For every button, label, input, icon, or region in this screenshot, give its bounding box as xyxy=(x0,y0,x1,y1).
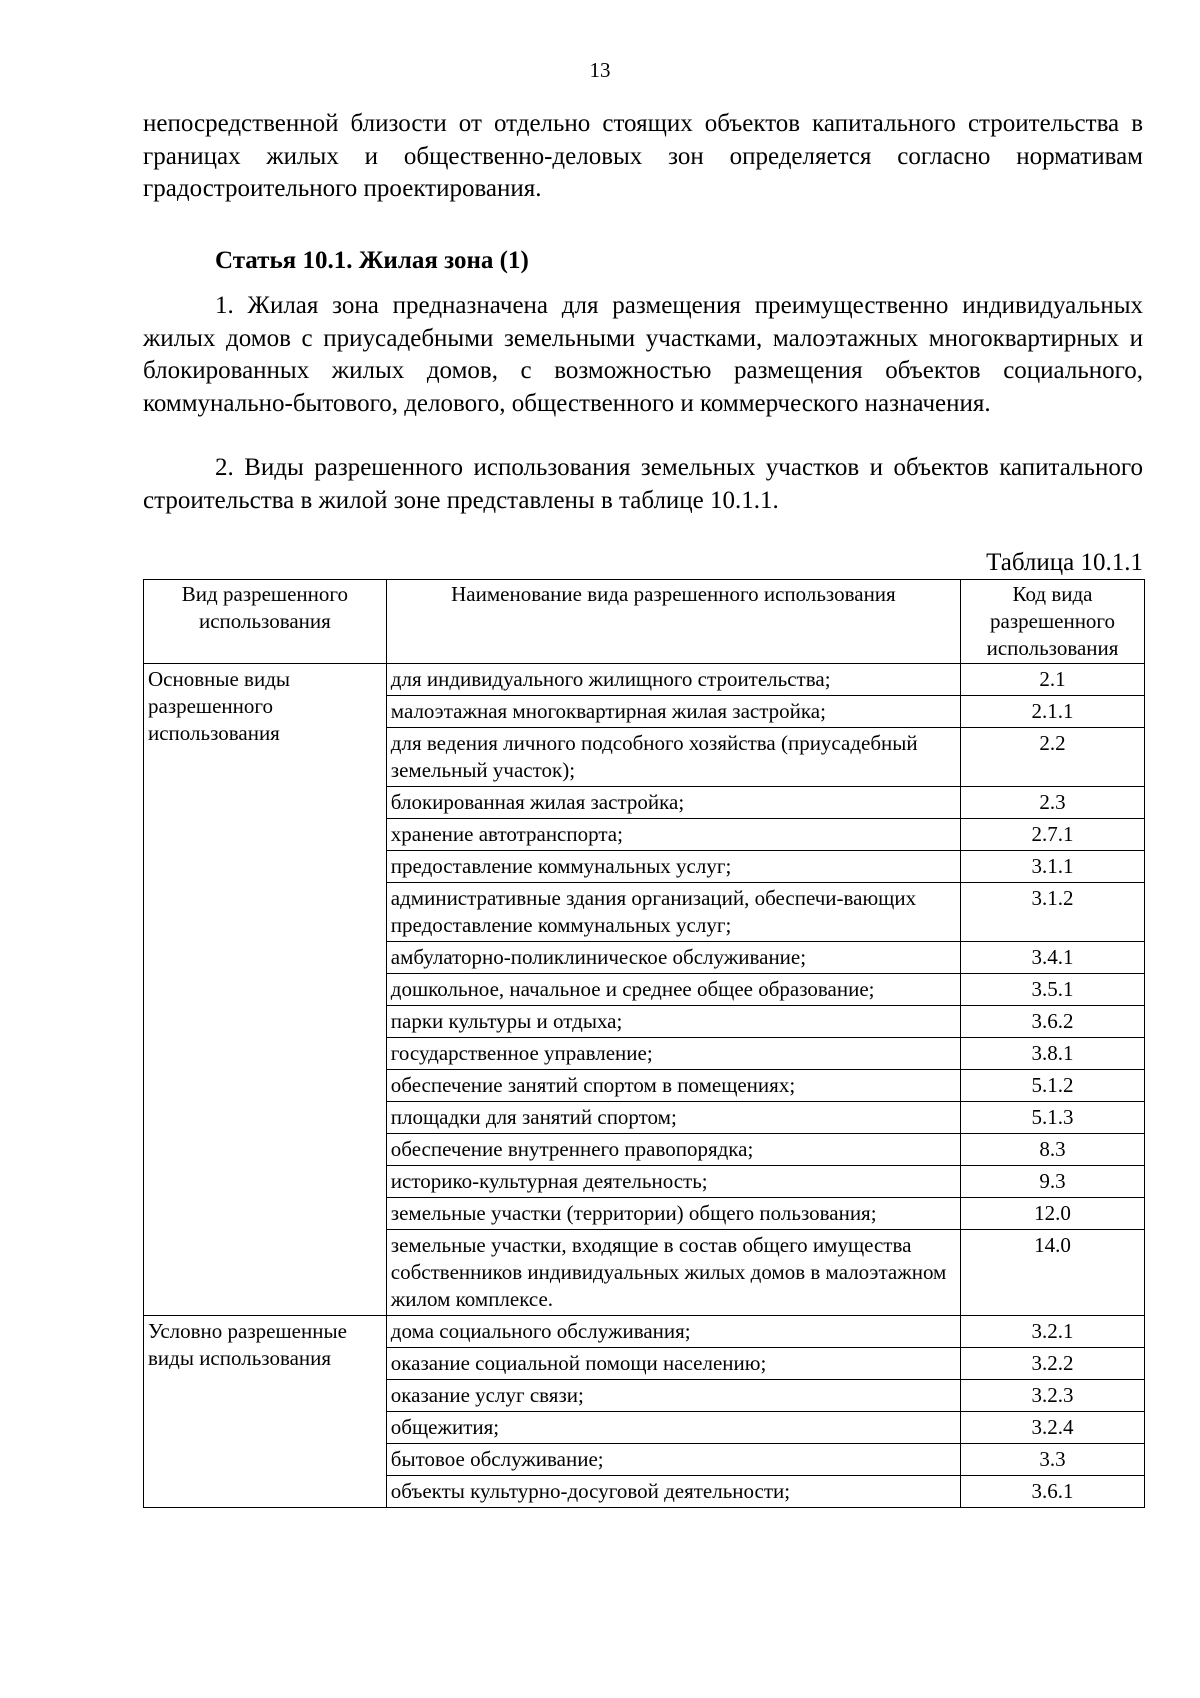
header-code: Код вида разрешенного использования xyxy=(961,580,1145,664)
use-code-cell: 2.3 xyxy=(961,787,1145,819)
table-row xyxy=(144,664,1145,696)
use-name-cell: оказание услуг связи; xyxy=(386,1380,960,1412)
use-name-cell: обеспечение внутреннего правопорядка; xyxy=(386,1134,960,1166)
use-code-cell: 3.1.1 xyxy=(961,851,1145,883)
table-header-row xyxy=(144,580,1145,664)
use-name-cell: для ведения личного подсобного хозяйства (приусадебный земельный участок); xyxy=(386,728,960,787)
use-name-cell: земельные участки (территории) общего пользования; xyxy=(386,1198,960,1230)
group-label: Основные виды разрешенного использования xyxy=(144,664,387,1316)
use-name-cell: дома социального обслуживания; xyxy=(386,1316,960,1348)
use-code-cell: 3.1.2 xyxy=(961,883,1145,942)
use-name-cell: малоэтажная многоквартирная жилая застройка; xyxy=(386,696,960,728)
zones-table xyxy=(143,579,1145,1508)
use-name-cell: историко-культурная деятельность; xyxy=(386,1166,960,1198)
use-name-cell: хранение автотранспорта; xyxy=(386,819,960,851)
header-name: Наименование вида разрешенного использования xyxy=(386,580,960,664)
paragraph-1: 1. Жилая зона предназначена для размещения преимущественно индивидуальных жилых домов с приусадебными земельными участками, малоэтажных многоквартирных и блокированных жилых домов, с возможностью размещения объектов социального, коммунально-бытового, делового, общественного и коммерческого назначения. xyxy=(143,292,1143,417)
use-code-cell: 2.1 xyxy=(961,664,1145,696)
table-row xyxy=(144,1316,1145,1348)
use-code-cell: 3.2.2 xyxy=(961,1348,1145,1380)
use-code-cell: 3.4.1 xyxy=(961,942,1145,974)
use-name-cell: блокированная жилая застройка; xyxy=(386,787,960,819)
intro-paragraph: непосредственной близости от отдельно стоящих объектов капитального строительства в границах жилых и общественно-деловых зон определяется согласно нормативам градостроительного проектирования. xyxy=(143,110,1143,202)
use-name-cell: государственное управление; xyxy=(386,1038,960,1070)
use-code-cell: 3.3 xyxy=(961,1444,1145,1476)
use-code-cell: 3.6.2 xyxy=(961,1006,1145,1038)
use-name-cell: обеспечение занятий спортом в помещениях; xyxy=(386,1070,960,1102)
use-code-cell: 5.1.3 xyxy=(961,1102,1145,1134)
use-code-cell: 8.3 xyxy=(961,1134,1145,1166)
use-name-cell: бытовое обслуживание; xyxy=(386,1444,960,1476)
use-code-cell: 3.2.3 xyxy=(961,1380,1145,1412)
use-code-cell: 2.1.1 xyxy=(961,696,1145,728)
paragraph-2: 2. Виды разрешенного использования земельных участков и объектов капитального строительства в жилой зоне представлены в таблице 10.1.1. xyxy=(143,454,1143,514)
use-name-cell: объекты культурно-досуговой деятельности; xyxy=(386,1476,960,1508)
use-name-cell: административные здания организаций, обеспечи-вающих предоставление коммунальных услуг; xyxy=(386,883,960,942)
use-code-cell: 5.1.2 xyxy=(961,1070,1145,1102)
use-code-cell: 2.7.1 xyxy=(961,819,1145,851)
use-name-cell: земельные участки, входящие в состав общего имущества собственников индивидуальных жилых домов в малоэтажном жилом комплексе. xyxy=(386,1230,960,1316)
use-code-cell: 12.0 xyxy=(961,1198,1145,1230)
use-code-cell: 3.2.4 xyxy=(961,1412,1145,1444)
use-code-cell: 3.2.1 xyxy=(961,1316,1145,1348)
group-label: Условно разрешенные виды использования xyxy=(144,1316,387,1508)
use-name-cell: общежития; xyxy=(386,1412,960,1444)
use-name-cell: амбулаторно-поликлиническое обслуживание; xyxy=(386,942,960,974)
page-number: 13 xyxy=(589,58,611,82)
table-body xyxy=(144,664,1145,1508)
use-name-cell: для индивидуального жилищного строительства; xyxy=(386,664,960,696)
use-code-cell: 3.6.1 xyxy=(961,1476,1145,1508)
use-code-cell: 3.5.1 xyxy=(961,974,1145,1006)
use-code-cell: 14.0 xyxy=(961,1230,1145,1316)
use-code-cell: 2.2 xyxy=(961,728,1145,787)
use-name-cell: парки культуры и отдыха; xyxy=(386,1006,960,1038)
use-name-cell: дошкольное, начальное и среднее общее образование; xyxy=(386,974,960,1006)
use-name-cell: предоставление коммунальных услуг; xyxy=(386,851,960,883)
header-type: Вид разрешенного использования xyxy=(144,580,387,664)
use-name-cell: площадки для занятий спортом; xyxy=(386,1102,960,1134)
table-caption: Таблица 10.1.1 xyxy=(986,549,1143,576)
article-heading: Статья 10.1. Жилая зона (1) xyxy=(215,247,529,274)
use-name-cell: оказание социальной помощи населению; xyxy=(386,1348,960,1380)
use-code-cell: 9.3 xyxy=(961,1166,1145,1198)
use-code-cell: 3.8.1 xyxy=(961,1038,1145,1070)
